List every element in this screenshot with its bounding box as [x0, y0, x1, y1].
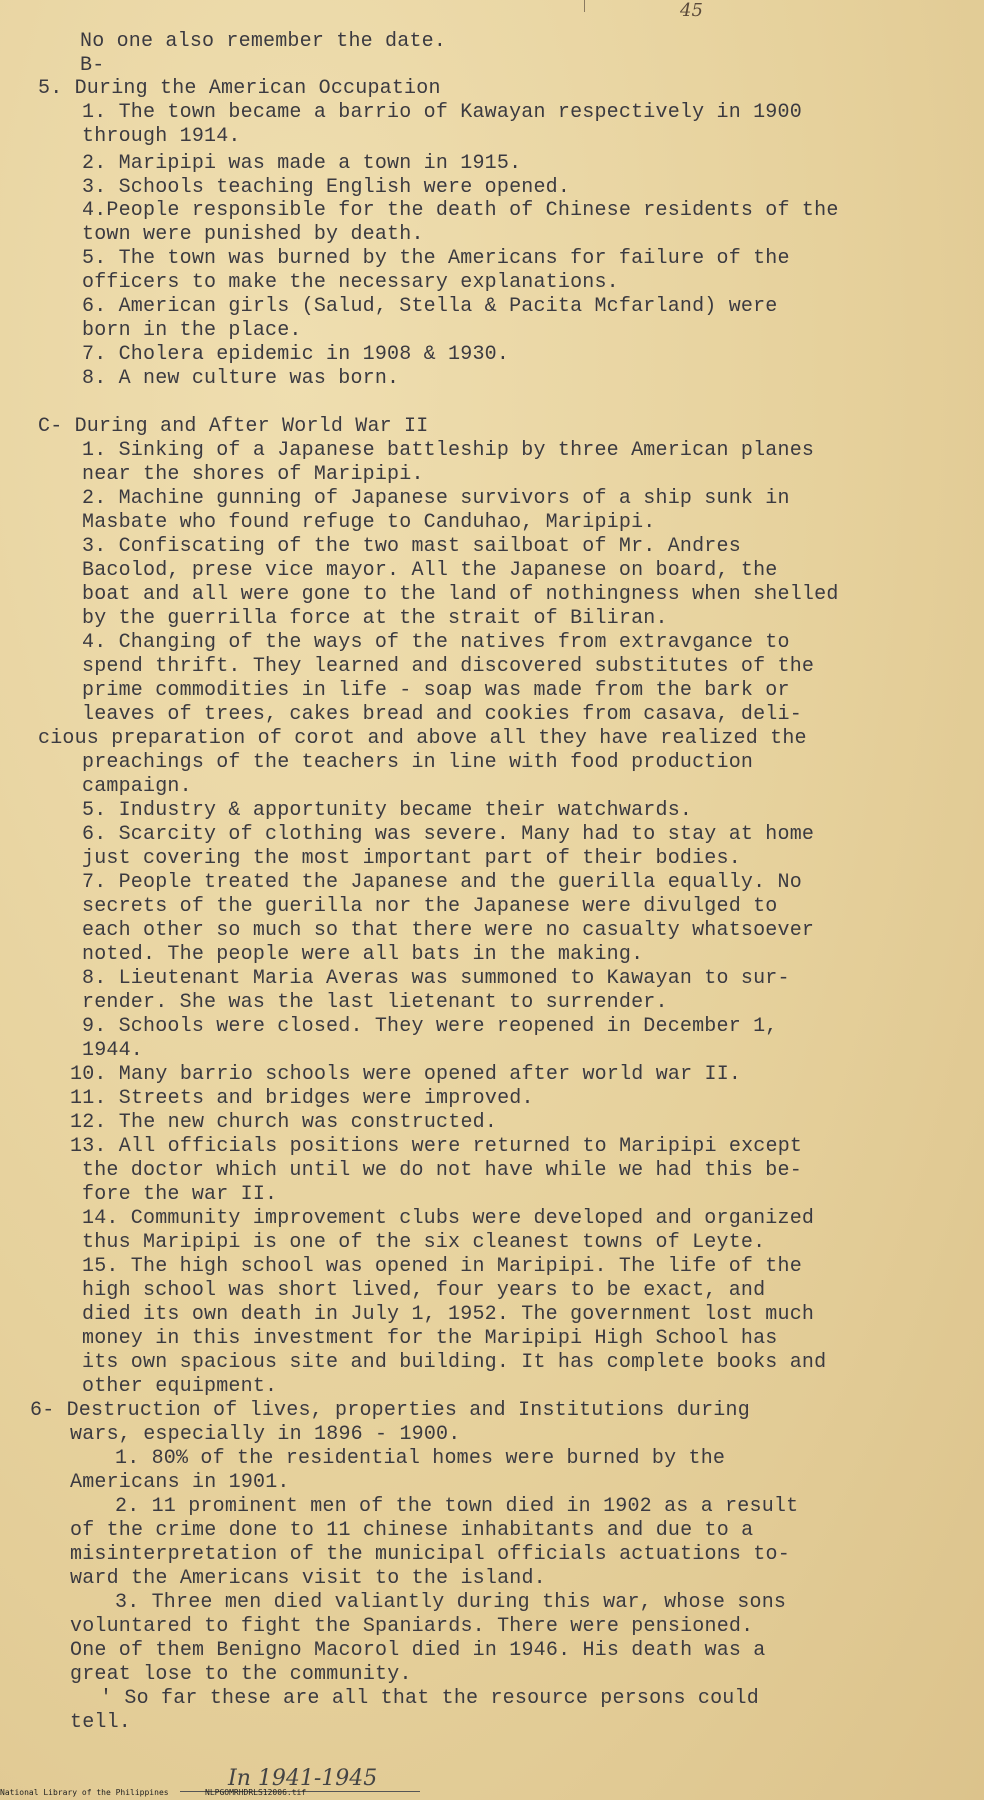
text-line: officers to make the necessary explanations.: [82, 271, 619, 294]
text-line: render. She was the last lietenant to surrender.: [82, 991, 668, 1014]
text-line: town were punished by death.: [82, 223, 424, 246]
text-line: 4.People responsible for the death of Chinese residents of the: [82, 199, 839, 222]
text-line: 10. Many barrio schools were opened after world war II.: [70, 1063, 742, 1086]
text-line: One of them Benigno Macorol died in 1946. His death was a: [70, 1639, 766, 1662]
text-line: 1. 80% of the residential homes were burned by the: [115, 1447, 726, 1470]
text-line: through 1914.: [82, 125, 241, 148]
text-line: 15. The high school was opened in Maripipi. The life of the: [82, 1255, 802, 1278]
text-line: 3. Confiscating of the two mast sailboat of Mr. Andres: [82, 535, 741, 558]
text-line: 3. Three men died valiantly during this war, whose sons: [115, 1591, 787, 1614]
text-line: campaign.: [82, 775, 192, 798]
text-line: voluntared to fight the Spaniards. There were pensioned.: [70, 1615, 754, 1638]
handwritten-note: In 1941-1945: [228, 1766, 378, 1791]
text-line: 6. Scarcity of clothing was severe. Many had to stay at home: [82, 823, 815, 846]
text-line: 12. The new church was constructed.: [70, 1111, 498, 1134]
text-line: 2. Machine gunning of Japanese survivors of a ship sunk in: [82, 487, 790, 510]
text-line: 6- Destruction of lives, properties and Institutions during: [30, 1399, 750, 1422]
text-line: high school was short lived, four years to be exact, and: [82, 1279, 766, 1302]
text-line: money in this investment for the Maripipi High School has: [82, 1327, 778, 1350]
text-line: 2. Maripipi was made a town in 1915.: [82, 152, 522, 175]
text-line: 7. People treated the Japanese and the guerilla equally. No: [82, 871, 802, 894]
text-line: died its own death in July 1, 1952. The government lost much: [82, 1303, 815, 1326]
text-line: Bacolod, prese vice mayor. All the Japanese on board, the: [82, 559, 778, 582]
text-line: Masbate who found refuge to Canduhao, Maripipi.: [82, 511, 656, 534]
text-line: No one also remember the date.: [80, 30, 447, 53]
text-line: 1. The town became a barrio of Kawayan respectively in 1900: [82, 101, 802, 124]
text-line: wars, especially in 1896 - 1900.: [70, 1423, 461, 1446]
text-line: 8. A new culture was born.: [82, 367, 400, 390]
text-line: the doctor which until we do not have while we had this be-: [82, 1159, 802, 1182]
text-line: noted. The people were all bats in the making.: [82, 943, 644, 966]
text-line: boat and all were gone to the land of nothingness when shelled: [82, 583, 839, 606]
text-line: born in the place.: [82, 319, 302, 342]
text-line: just covering the most important part of their bodies.: [82, 847, 741, 870]
text-line: 2. 11 prominent men of the town died in 1902 as a result: [115, 1495, 799, 1518]
text-line: Americans in 1901.: [70, 1471, 290, 1494]
text-line: secrets of the guerilla nor the Japanese were divulged to: [82, 895, 778, 918]
text-line: tell.: [70, 1711, 132, 1734]
text-line: B-: [80, 54, 105, 77]
text-line: by the guerrilla force at the strait of Biliran.: [82, 607, 668, 630]
text-line: 5. The town was burned by the Americans for failure of the: [82, 247, 790, 270]
text-line: thus Maripipi is one of the six cleanest towns of Leyte.: [82, 1231, 766, 1254]
text-line: 7. Cholera epidemic in 1908 & 1930.: [82, 343, 510, 366]
text-line: 5. Industry & apportunity became their watchwards.: [82, 799, 693, 822]
page-number: 45: [680, 0, 703, 21]
text-line: ward the Americans visit to the island.: [70, 1567, 546, 1590]
text-line: C- During and After World War II: [38, 415, 429, 438]
text-line: great lose to the community.: [70, 1663, 412, 1686]
text-line: 6. American girls (Salud, Stella & Pacita Mcfarland) were: [82, 295, 778, 318]
text-line: of the crime done to 11 chinese inhabitants and due to a: [70, 1519, 754, 1542]
footer-filename: NLPGOMRHDRLS12006.tif: [205, 1788, 307, 1797]
text-line: prime commodities in life - soap was made from the bark or: [82, 679, 790, 702]
text-line: 8. Lieutenant Maria Averas was summoned to Kawayan to sur-: [82, 967, 790, 990]
text-line: misinterpretation of the municipal officials actuations to-: [70, 1543, 790, 1566]
text-line: leaves of trees, cakes bread and cookies from casava, deli-: [82, 703, 802, 726]
text-line: 3. Schools teaching English were opened.: [82, 176, 571, 199]
text-line: fore the war II.: [82, 1183, 278, 1206]
text-line: preachings of the teachers in line with food production: [82, 751, 754, 774]
text-line: 13. All officials positions were returned to Maripipi except: [70, 1135, 803, 1158]
text-line: 4. Changing of the ways of the natives from extravgance to: [82, 631, 790, 654]
text-line: 1944.: [82, 1039, 144, 1062]
text-line: ' So far these are all that the resource persons could: [100, 1687, 759, 1710]
text-line: cious preparation of corot and above all they have realized the: [38, 727, 807, 750]
text-line: 14. Community improvement clubs were developed and organized: [82, 1207, 815, 1230]
text-line: near the shores of Maripipi.: [82, 463, 424, 486]
text-line: 5. During the American Occupation: [38, 77, 441, 100]
top-margin-mark: [584, 0, 585, 12]
text-line: 11. Streets and bridges were improved.: [70, 1087, 534, 1110]
text-line: its own spacious site and building. It has complete books and: [82, 1351, 827, 1374]
text-line: each other so much so that there were no casualty whatsoever: [82, 919, 815, 942]
text-line: other equipment.: [82, 1375, 278, 1398]
text-line: 9. Schools were closed. They were reopened in December 1,: [82, 1015, 778, 1038]
footer-library: National Library of the Philippines: [0, 1788, 169, 1797]
text-line: spend thrift. They learned and discovered substitutes of the: [82, 655, 815, 678]
text-line: 1. Sinking of a Japanese battleship by three American planes: [82, 439, 815, 462]
